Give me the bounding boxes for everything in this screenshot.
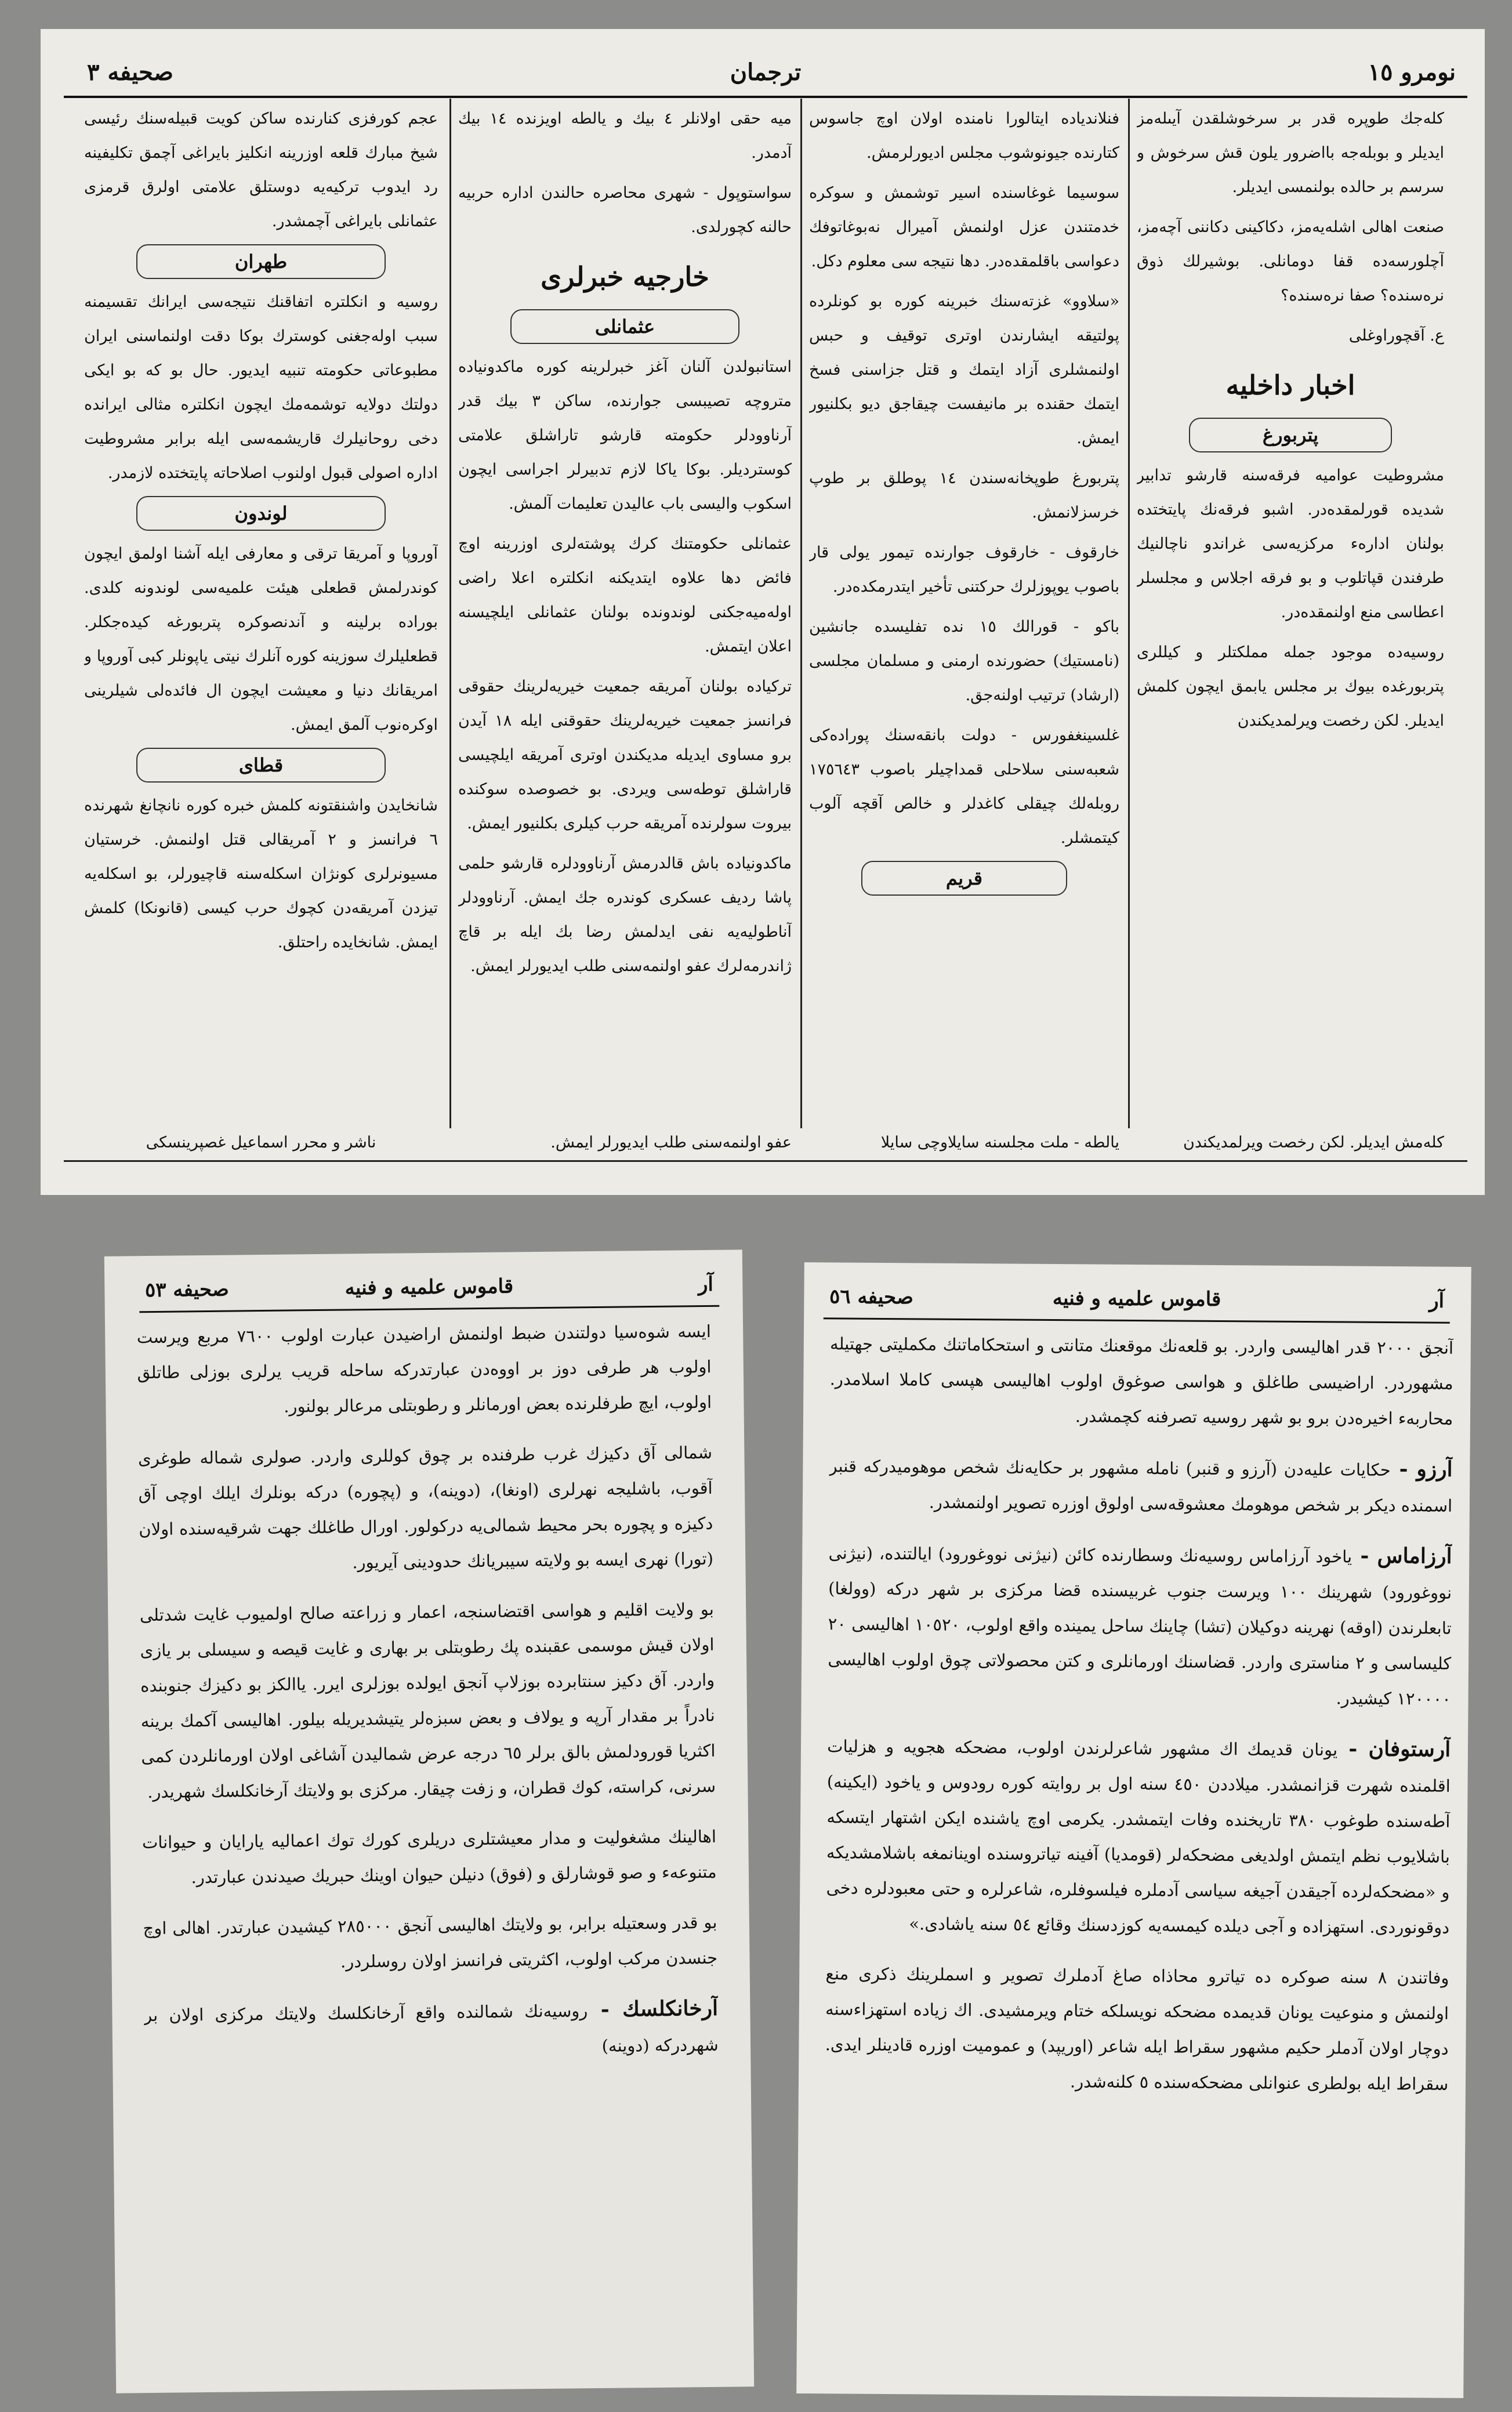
entry-keyword: آرستوفان - [1337, 1736, 1451, 1762]
entry-keyword: آرزو - [1390, 1457, 1453, 1482]
column-2-last-line: يالطه - ملت مجلسنه سايلاوچى سايلا [880, 1133, 1119, 1151]
dictionary-entry [828, 1534, 1452, 1716]
section-heading: عثمانلى [510, 309, 739, 344]
column-3-last-line: عفو اولنمەسنى طلب ايديورلر ايمش. [550, 1133, 792, 1151]
entry-text: شمالى آق دكيزك غرب طرفنده بر چوق كوللرى واردر. صولرى شماله طوغرى آقوب، باشليجه نهرلرى (اونغا)، (دوينه)، و (پچوره) دركه بونلرك ايلك اوچى آق دكيزه و پچوره بحر محيط شمالى‌يه دركولور. اورال طاغلك جهت شرقيه‌سنده اولان (تورا) نهرى ايسه بو ولايته سيبريانك حدودينى آيريور. [137, 1442, 714, 1573]
entry-text: بو قدر وسعتيله برابر، بو ولايتك اهاليسى آنجق ٢٨٥٠٠٠ كيشيدن عبارتدر. اهالى اوچ جنسدن مركب اولوب، اكثريتى فرانسز اولان روسلردر. [143, 1912, 718, 1972]
article-paragraph: مشروطيت عواميه فرقەسنه قارشو تدابير شديده قورلمقدەدر. اشبو فرقەنك پايتختده بولنان ادارەء مركزيەسى غراندو ناچالنيك طرفندن قپاتلوب و بو فرقه اجلاس و مجلسلر اعطاسى منع اولنمقدەدر. [1137, 466, 1444, 621]
entry-keyword: آرزاماس - [1352, 1543, 1452, 1569]
right-page-letter: آر [1429, 1289, 1445, 1313]
section-heading: قطاى [136, 748, 386, 783]
news-column-2 [809, 102, 1119, 1125]
right-page-title: قاموس علميه و فنيه [1052, 1286, 1221, 1312]
entry-text: حكايات عليه‌دن (آرزو و قنبر) نامله مشهور بر حكايه‌نك شخص موهوميدركه قنبر اسمنده ديكر بر شخص موهومك معشوقەسى اولوق اوزره تصوير اولنمشدر. [829, 1456, 1453, 1516]
article-paragraph: صنعت اهالى اشلەيەمز، دكاكينى دكاننى آچەمز، آچلورسەده قفا دومانلى. بوشيرلك ذوق نرەسندە؟ صفا نرەسندە؟ [1137, 218, 1444, 305]
section-heading: اخبار داخليه [1225, 370, 1355, 401]
section-heading: پتربورغ [1189, 418, 1392, 452]
article-paragraph: ماكدونياده باش قالدرمش آرناوودلره قارشو حلمى پاشا رديف عسكرى كوندره جك ايمش. آرناوودلر آناطوليەيه نفى ايدلمش رضا بك ايله بر قاچ ژاندرمەلرك عفو اولنمەسنى طلب ايديورلر ايمش. [458, 854, 792, 975]
article-paragraph: تركياده بولنان آمريقه جمعيت خيريه‌لرينك حقوقى فرانسز جمعيت خيريه‌لرينك حقوقنى ايله ١٨ آيدن برو مساوى ايديلە مديكندن اوترى آمريقه ايلچيسى قاراشلق توطه‌سى ويردى. بو خصوصده سوكنده بيروت سولرنده آمريقه حرب كيلرى بكلنيور ايمش. [458, 678, 792, 832]
left-page-number: صحيفه ٥٣ [144, 1277, 230, 1302]
article-paragraph: غلسينغفورس - دولت بانقەسنك پوراده‌كى شعبەسنى سلاحلى قمداچيلر باصوب ١٧٥٦٤٣ روبلەلك چيقلى كاغدلر و خالص آقچه آلوب كيتمشلر. [809, 726, 1119, 847]
dictionary-entry [142, 1819, 717, 1896]
newspaper-title: ترجمان [730, 59, 802, 86]
news-column-3 [458, 102, 792, 1125]
article-paragraph: عجم كورفزى كنارنده ساكن كويت قبيلەسنك رئيسى شيخ مبارك قلعه اوزرينه انكليز بايراغى آچمق تكليفينه رد ايدوب تركيەيه دوستلق علامتى اولرق قرمزى عثمانلى بايراغى آچمشدر. [84, 110, 438, 230]
article-paragraph: روسيه و انكلتره اتفاقنك نتيجەسى ايرانك تقسيمنه سبب اولەجغنى كوسترك بوكا دقت اولنماسنى ايران مطبوعاتى حكومته تنبيه ايديور. حال بو كه بو ايكى دولتك دولايه توشمەمك ايچون انكلتره مثالى ايرانده دخى روحانيلرك قاريشمەسى ايله برابر مشروطيت اداره اصولى قبول اولنوب اصلاحاته پايتختده لازمدر. [84, 293, 438, 482]
entry-text: ايسه شوەسيا دولتندن ضبط اولنمش اراضيدن عبارت اولوب ٧٦٠٠ مربع ويرست اولوب هر طرفى دوز بر اووەدن عبارتدركه ساحله قريب يرلرى بوزلى طاتلق اولوب، ايچ طرفلرنده بعض اورمانلر و رطوبتلى مرعالر بولنور. [136, 1321, 712, 1417]
dictionary-left-body [137, 1314, 722, 2370]
dictionary-entry [829, 1326, 1453, 1437]
entry-text: روسيەنك شمالنده واقع آرخانكلسك ولايتك مركزى اولان بر شهردركه (دوينه) [143, 2001, 719, 2056]
article-paragraph: فنلاندياده ايتالورا نامنده اولان اوچ جاسوس كتارندە جيونوشوب مجلس اديورلرمش. [809, 110, 1119, 162]
entry-text: ياخود آرزاماس روسيەنك وسطارنده كائن (نيژنى نووغورود) ايالتنده، (نيژنى نووغورود) شهرينك ١٠٠ ويرست جنوب غربيسنده قضا مركزى بر شهر دركه (وولغا) تابعلرندن (اوقه) نهرينه دوكيلان (تشا) چاينك ساحل يمينده واقع اولوب، ١٠٥٢٠ اهاليسى ٢٠ كليساسى و ٢ مناسترى واردر. قضاسنك اورمانلرى و كتن محصولاتى چوق اولوب اهاليسى ١٢٠٠٠٠ كيشيدر. [828, 1543, 1452, 1709]
article-paragraph: آوروپا و آمريقا ترقى و معارفى ايله آشنا اولمق ايچون كوندرلمش قطعلى هيئت علميه‌سى لوندونه كلدى. بوراده برلينه و آندنصوكره پتربورغه كيده‌جكلر. قطعليلرك سوزينه كوره آنلرك نيتى ياپونلر كبى آوروپا و امريقانك دنيا و معيشت ايچون ال فائدەلى شيلرينى اوكرەنوب آلمق ايمش. [84, 545, 438, 734]
masthead [64, 55, 1467, 98]
dictionary-right-body [823, 1326, 1454, 2374]
news-column-4 [84, 102, 438, 1125]
entry-text: يونان قديمك اك مشهور شاعرلرندن اولوب، مضحكه هجويه و هزليات اقلمنده شهرت قزانمشدر. ميلاددن ٤٥٠ سنه اول بر روايته كوره رودوس و ياخود (ايكينه) آطەسنده طوغوب ٣٨٠ تاريخنده وفات ايتمشدر. يكرمى اوچ ياشنده ايكن اشتهار ايتسكه باشلايوب نظم ايتمش اولديغى مضحكه‌لر (قومديا) آفينه تياتروسنده اوينانمغه باشلامشديكه و «مضحكه‌لرده آجيقدن آجيغه سياسى آدملره فيلسوفلره، شاعرلره و حتى معبودلره دخى دوقونوردى. استهزاده و آجى ديلده كيمسه‌يه كوزدسنك وقائع ٥٤ سنه ياشادى.» [826, 1736, 1451, 1937]
entry-keyword: آرخانكلسك - [588, 1995, 719, 2022]
article-paragraph: عثمانلى حكومتنك كرك پوشتەلرى اوزرينه اوچ فائض دها علاوه ايتديكنه انكلتره اعلا راضى اولەميەجكنى لوندوندە بولنان عثمانلى ايلچيسنه اعلان ايتمش. [458, 535, 792, 655]
left-page-letter: آر [698, 1272, 714, 1296]
dictionary-entry [137, 1314, 712, 1426]
left-page-title: قاموس علميه و فنيه [345, 1274, 514, 1300]
dictionary-entry [829, 1447, 1453, 1524]
article-paragraph: كلەجك طوپرە قدر بر سرخوشلقدن آيىلەمز ايديلر و بوبلەجه بااضرور يلون قش سرخوش و سرسم بر حالده بولنمسى ايديلر. [1137, 110, 1444, 196]
section-heading: طهران [136, 244, 386, 279]
entry-text: اهالينك مشغوليت و مدار معيشتلرى دريلرى كورك توك اعماليه يارايان و حيوانات متنوعه‌ء و صو قوشارلق و (فوق) دنيلن حيوان اوينك حبريك صيدندن عبارتدر. [142, 1826, 717, 1888]
entry-text: وفاتندن ٨ سنه صوكره ده تياترو محاذاه صاغ آدملرك تصوير و اسملرينك ذكرى منع اولنمش و منوعيت يونان قديمده مضحكه نويسلكه ختام ويرمشيدى. اك زياده استهزاءسنه دوچار اولان آدملر حكيم مشهور سقراط ايله شاعر (اوريپد) و عموميت اوزره قادينلر ايدى. سقراط ايله بولطرى عنوانلى مضحكه‌سنده ٥ كلنەشدر. [825, 1964, 1449, 2094]
section-heading: قريم [861, 861, 1067, 896]
entry-text: بو ولايت اقليم و هواسى اقتضاسنجه، اعمار و زراعته صالح اولميوب غايت شدتلى اولان قيش موسمى عقبنده پك رطوبتلى بر بهارى و غايت قيصه و سيسلى بر يازى واردر. آق دكيز سنتابرده بوزلاپ آنجق ايولده بوزلرى ايرر. ياالكز بو دكيزك جنوبنده نادراً بر مقدار آرپه و يولاف و بعض سبزەلر يتيشديريلە بيلور. اهاليسى آكمك برينه اكثريا قورودلمش بالق برلر ٦٥ درجه عرض شماليدن آشاغى اولان اورمانلردن كمى سرنى، كراسته، كوك قطران، و زفت چيقار. مركزى بو ولايتك آرخانكلسك شهريدر. [139, 1599, 716, 1802]
bottom-rule [64, 1160, 1467, 1162]
column-1-last-line: كلەمش ايديلر. لكن رخصت ويرلمديكندن [1183, 1133, 1444, 1151]
issue-number: نومرو ١٥ [1368, 59, 1456, 86]
article-paragraph: روسيەده موجود جمله مملكتلر و كيللرى پتربورغدە بيوك بر مجلس يابمق ايچون كلمش ايديلر. لكن رخصت ويرلمديكندن [1137, 643, 1444, 730]
entry-text: آنجق ٢٠٠٠ قدر اهاليسى واردر. بو قلعه‌نك موقعنك متانتى و استحكاماتنك مكمليتى جهتيله مشهوردر. اراضيسى طاغلق و هواسى صوغوق اولوب اهاليسى هپسى كاملا اسلامدر. محاربه‌ء اخيرەدن برو بو شهر روسيه تصرفنه كچمشدر. [829, 1334, 1454, 1429]
article-paragraph: خارقوف - خارقوف جوارنده تيمور يولى قار باصوب يوپوزلرك حركتنى تأخير ايتدرمكدەدر. [809, 544, 1119, 596]
article-paragraph: ميه حقى اولانلر ٤ بيك و يالطه اويزنده ١٤ بيك آدمدر. [458, 110, 792, 162]
dictionary-entry [143, 1905, 717, 1982]
dictionary-entry [138, 1435, 714, 1582]
article-paragraph: شانخايدن واشنقتونه كلمش خبره كوره نانچانغ شهرنده ٦ فرانسز و ٢ آمريقالى قتل اولنمش. خرستيان مسيونرلرى كونژان اسكلەسنه قاچيورلر، بو اسكلەيه تيزدن آمريقه‌دن كچوك حرب كيسى (قانونكا) كلمش ايمش. شانخايده راحتلق. [84, 796, 438, 951]
article-paragraph: ع. آقچوراوغلى [1348, 327, 1444, 345]
column-rule [800, 99, 802, 1128]
dictionary-entry [825, 1956, 1449, 2102]
article-paragraph: پتربورغ طوپخانه‌سندن ١٤ پوطلق بر طوپ خرسزلانمش. [809, 469, 1119, 521]
article-paragraph: سوسيما غوغاسنده اسير توشمش و سوكرە خدمتندن عزل اولنمش آميرال نه‌بوغاتوفك دعواسى باقلمقدەدر. دها نتيجه سى معلوم دكل. [809, 184, 1119, 270]
section-heading: لوندون [136, 496, 386, 531]
column-rule [449, 99, 451, 1128]
dictionary-entry [826, 1727, 1451, 1945]
right-page-header [824, 1283, 1450, 1324]
column-rule [1128, 99, 1130, 1128]
section-heading: خارجيه خبرلرى [541, 261, 709, 292]
dictionary-entry [144, 1991, 719, 2069]
left-page-header [139, 1270, 720, 1313]
dictionary-entry [140, 1592, 716, 1810]
article-paragraph: استانبولدن آلنان آغز خبرلرينه كوره ماكدونياده متروچه تصيبسى جوارنده، ساكن ٣ بيك قدر آرناوودلر حكومته قارشو تاراشلق علامتى كوسترديلر. بوكا ياكا لازم تدبيرلر اجراسى ايچون اسكوب واليسى باب عاليدن تعليمات آلمش. [458, 358, 792, 513]
publisher-line: ناشر و محرر اسماعيل غصپرينسكى [146, 1133, 376, 1151]
article-paragraph: سواستوپول - شهرى محاصرە حالندن اداره حربيه حالنه كچورلدى. [458, 184, 792, 236]
page-number: صحيفه ٣ [87, 59, 173, 86]
article-paragraph: «سلاوو» غزتەسنك خبرينه كوره بو كونلرده پولتيقه ايشارندن اوترى توقيف و حبس اولنمشلرى آزاد ايتمك و قتل جزاسنى فسخ ايتمك حقنده بر مانيفست چيقاجق ديو بكلنيور ايمش. [809, 292, 1119, 447]
right-page-number: صحيفه ٥٦ [829, 1285, 914, 1309]
article-paragraph: باكو - قورالك ١٥ ندە تفليسده جانشين (نامستيك) حضورنده ارمنى و مسلمان مجلسى (ارشاد) ترتيب اولنەجق. [809, 618, 1119, 704]
news-column-1 [1137, 102, 1444, 1125]
